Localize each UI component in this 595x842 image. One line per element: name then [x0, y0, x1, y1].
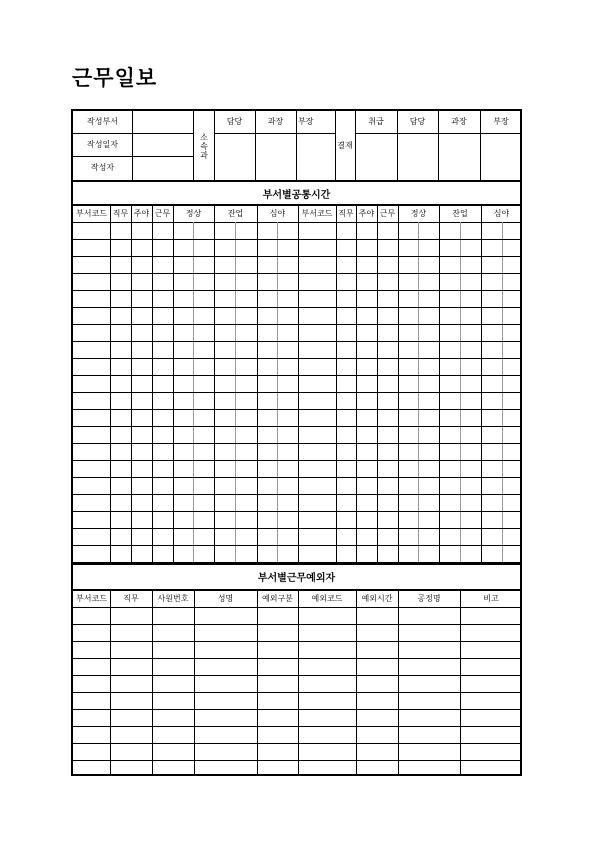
column-header: 예외코드 [311, 594, 343, 603]
column-header: 예외시간 [361, 594, 393, 603]
table-row[interactable] [73, 223, 522, 239]
payment-head-sign-box[interactable] [481, 134, 522, 180]
table-row[interactable] [73, 376, 522, 392]
column-header: 잔업 [452, 209, 468, 218]
label-affiliation-section-chief: 과장 [267, 117, 284, 126]
table-row[interactable] [73, 727, 522, 743]
label-payment-dept-head: 부장 [493, 117, 509, 126]
column-header: 부서코드 [76, 209, 107, 218]
column-header: 공정명 [417, 594, 441, 603]
payment-label: 결재 [337, 141, 353, 150]
label-affiliation-staff: 담당 [226, 117, 243, 126]
table-row[interactable] [73, 710, 522, 726]
table-row[interactable] [73, 257, 522, 273]
payment-staff-sign-box[interactable] [398, 134, 438, 180]
table-row[interactable] [73, 693, 522, 709]
table-row[interactable] [73, 359, 522, 375]
writing-dept-field[interactable] [133, 111, 193, 133]
table-row[interactable] [73, 308, 522, 324]
table-row[interactable] [73, 608, 522, 624]
table-row[interactable] [73, 444, 522, 460]
column-header: 부서코드 [301, 209, 333, 218]
affiliation-head-sign-box[interactable] [297, 134, 335, 180]
section-divider [73, 563, 522, 565]
table-row[interactable] [73, 546, 522, 562]
label-writing-date: 작성일자 [87, 140, 118, 149]
column-header: 주야 [133, 209, 150, 218]
column-header: 비고 [483, 594, 499, 603]
column-header: 정상 [185, 209, 202, 218]
table-row[interactable] [73, 659, 522, 675]
column-header: 부서코드 [76, 594, 107, 603]
table-row[interactable] [73, 761, 522, 777]
label-writer: 작성자 [90, 163, 115, 172]
label-payment-section-chief: 과장 [451, 117, 467, 126]
affiliation-label: 소 속 과 [200, 133, 208, 160]
daily-work-report-form [71, 109, 522, 776]
table-row[interactable] [73, 642, 522, 658]
section2-title: 부서별근무예외자 [257, 573, 336, 584]
column-header: 근무 [154, 209, 171, 218]
table-row[interactable] [73, 625, 522, 641]
table-row[interactable] [73, 393, 522, 409]
label-writing-dept: 작성부서 [87, 117, 118, 126]
document-title: 근무일보 [72, 66, 158, 90]
table-row[interactable] [73, 274, 522, 290]
table-row[interactable] [73, 342, 522, 358]
table-row[interactable] [73, 325, 522, 341]
label-payment-staff: 담당 [409, 117, 426, 126]
column-header: 직무 [123, 594, 139, 603]
affiliation-chief-sign-box[interactable] [256, 134, 296, 180]
label-payment-handler: 취급 [368, 117, 384, 126]
label-affiliation-dept-head: 부장 [298, 117, 314, 126]
table-row[interactable] [73, 512, 522, 528]
section-divider [73, 180, 522, 182]
header-divider [193, 111, 194, 180]
table-row[interactable] [73, 478, 522, 494]
table-row[interactable] [73, 240, 522, 256]
table-row[interactable] [73, 676, 522, 692]
writer-field[interactable] [133, 157, 193, 180]
column-header: 심야 [493, 209, 510, 218]
column-header: 근무 [379, 209, 396, 218]
payment-handler-sign-box[interactable] [356, 134, 397, 180]
column-header: 직무 [338, 209, 354, 218]
column-header: 심야 [269, 209, 286, 218]
table-row[interactable] [73, 529, 522, 545]
column-header: 주야 [358, 209, 375, 218]
column-header: 직무 [112, 209, 129, 218]
table-row[interactable] [73, 427, 522, 443]
column-header: 잔업 [227, 209, 244, 218]
column-header: 성명 [217, 594, 234, 603]
column-header: 예외구분 [262, 594, 293, 603]
table-row-rule [73, 562, 522, 563]
section1-title: 부서별공통시간 [262, 190, 331, 201]
column-header: 사원번호 [157, 594, 189, 603]
table-row[interactable] [73, 461, 522, 477]
table-row[interactable] [73, 410, 522, 426]
column-header: 정상 [410, 209, 427, 218]
table-row[interactable] [73, 495, 522, 511]
table-row[interactable] [73, 291, 522, 307]
payment-chief-sign-box[interactable] [439, 134, 480, 180]
writing-date-field[interactable] [133, 134, 193, 156]
affiliation-staff-sign-box[interactable] [215, 134, 255, 180]
table-row[interactable] [73, 744, 522, 760]
